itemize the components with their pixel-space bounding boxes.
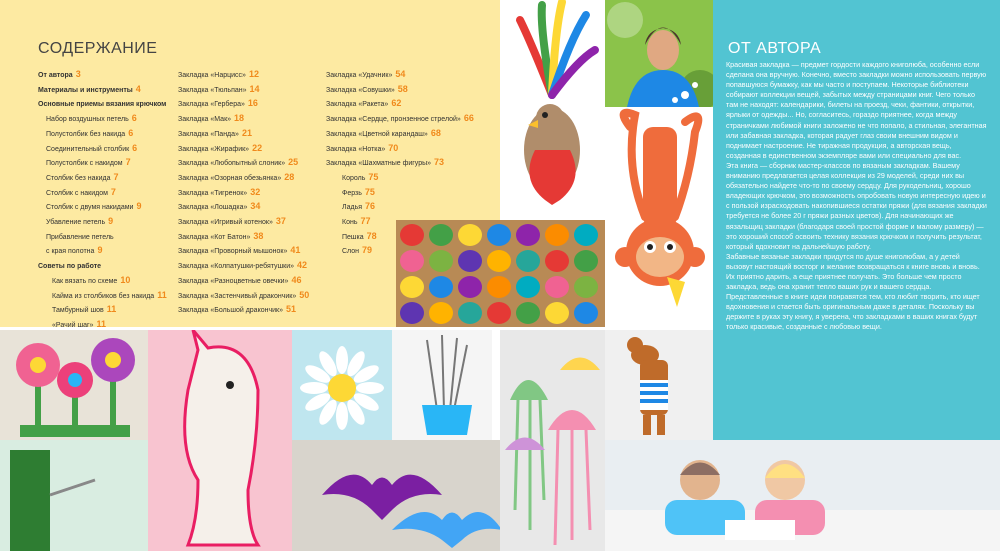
toc-entry-label: Столбик с накидом: [46, 189, 108, 197]
toc-entry[interactable]: [178, 112, 309, 127]
bat-bookmarks-photo: [292, 440, 500, 551]
toc-entry-label: Ладья: [342, 204, 363, 212]
toc-entry-label: Советы по работе: [38, 263, 102, 271]
author-portrait-photo: [605, 0, 713, 107]
toc-entry-label: «Рачий шаг»: [52, 321, 94, 329]
toc-entry-page: 25: [288, 157, 299, 168]
toc-entry[interactable]: [178, 215, 309, 230]
toc-entry-page: 3: [75, 69, 81, 79]
flower-bookmarks-photo: [0, 330, 148, 440]
toc-entry-page: 7: [110, 186, 116, 197]
toc-entry-page: 70: [388, 142, 399, 153]
toc-entry-page: 78: [366, 230, 377, 241]
toc-entry-page: 54: [395, 69, 406, 79]
toc-entry[interactable]: [326, 156, 474, 171]
toc-entry-label: Закладка «Мак»: [178, 116, 232, 124]
toc-entry[interactable]: [178, 200, 309, 215]
toc-entry-page: 38: [253, 230, 264, 241]
toc-entry-label: Прибавление петель: [46, 233, 114, 241]
toc-entry-label: Основные приемы вязания крючком: [38, 101, 167, 109]
toc-entry-label: Закладка «Нотка»: [326, 145, 386, 153]
toc-entry-label: Убавление петель: [46, 219, 106, 227]
toc-entry-page: 10: [120, 274, 131, 285]
toc-entry-page: 4: [135, 83, 141, 94]
mouse-bookmark-photo: [605, 330, 713, 440]
toc-entry[interactable]: [178, 186, 309, 201]
toc-entry-label: Пешка: [342, 233, 364, 241]
toc-entry-label: Закладка «Кот Батон»: [178, 233, 251, 241]
toc-entry-page: 7: [125, 157, 131, 168]
toc-entry[interactable]: [38, 230, 169, 245]
toc-entry[interactable]: [38, 83, 169, 98]
toc-entry-page: 7: [113, 171, 119, 182]
toc-entry-label: Закладка «Тюльпан»: [178, 86, 247, 94]
toc-entry-page: 37: [275, 216, 286, 227]
toc-entry-label: Ферзь: [342, 189, 362, 197]
children-reading-photo: [605, 440, 1000, 551]
toc-entry-page: 75: [368, 171, 379, 182]
toc-entry-page: 28: [284, 171, 295, 182]
toc-entry[interactable]: [326, 200, 474, 215]
about-text: [726, 60, 988, 333]
toc-entry-label: Закладка «Сердце, пронзенное стрелой»: [326, 116, 461, 124]
toc-entry-label: Соединительный столбик: [46, 145, 130, 153]
about-title: ОТ АВТОРА: [728, 40, 822, 57]
toc-entry-page: 11: [106, 304, 117, 315]
toc-entry-page: 76: [365, 201, 376, 212]
toc-entry[interactable]: [38, 112, 169, 127]
toc-column-1: [38, 68, 169, 333]
toc-entry[interactable]: [326, 142, 474, 157]
toc-entry-page: 68: [430, 127, 441, 138]
toc-entry-page: 22: [252, 142, 263, 153]
toc-entry[interactable]: [178, 230, 309, 245]
toc-entry[interactable]: [326, 112, 474, 127]
toc-entry[interactable]: [178, 156, 309, 171]
toc-entry[interactable]: [38, 244, 169, 259]
toc-entry-label: Тамбурный шов: [52, 307, 104, 315]
moomin-bookmark-photo: [148, 330, 292, 551]
toc-entry-label: Слон: [342, 248, 359, 256]
toc-entry-label: Закладка «Колпатушки-ребятушки»: [178, 263, 295, 271]
monkey-bookmark-photo: [605, 107, 713, 327]
toc-entry-label: Конь: [342, 219, 358, 227]
jellyfish-bookmarks-photo: [500, 330, 605, 551]
toc-entry-label: Закладка «Большой дракончик»: [178, 307, 283, 315]
toc-entry-page: 11: [157, 289, 167, 300]
toc-entry-label: Материалы и инструменты: [38, 86, 133, 94]
toc-entry-page: 9: [108, 216, 114, 227]
toc-entry[interactable]: [178, 83, 309, 98]
toc-entry[interactable]: [38, 97, 169, 112]
toc-entry[interactable]: [326, 171, 474, 186]
crochet-hooks-photo: [392, 330, 492, 440]
toc-entry[interactable]: [178, 171, 309, 186]
toc-entry-page: 77: [360, 216, 371, 227]
toc-entry-label: Закладка «Нарцисс»: [178, 72, 246, 79]
toc-entry[interactable]: [178, 289, 309, 304]
toc-entry-label: Закладка «Застенчивый дракончик»: [178, 292, 297, 300]
toc-entry-label: Каймa из столбиков без накида: [52, 292, 155, 300]
toc-entry[interactable]: [326, 127, 474, 142]
toc-entry[interactable]: [326, 186, 474, 201]
toc-entry-label: Закладка «Разноцветные овечки»: [178, 277, 289, 285]
toc-entry-label: Закладка «Ракета»: [326, 101, 389, 109]
toc-entry[interactable]: [38, 142, 169, 157]
toc-entry-label: Закладка «Озорная обезьянка»: [178, 174, 282, 182]
toc-entry-page: 9: [97, 245, 103, 256]
toc-entry-page: 79: [361, 245, 372, 256]
toc-entry[interactable]: [178, 303, 309, 318]
toc-entry-page: 75: [364, 186, 375, 197]
toc-entry[interactable]: [178, 244, 309, 259]
toc-entry[interactable]: [38, 274, 169, 289]
toc-entry-page: 6: [132, 142, 138, 153]
toc-entry-label: Полустолбик с накидом: [46, 160, 123, 168]
toc-entry-label: Набор воздушных петель: [46, 116, 129, 124]
toc-entry-page: 50: [299, 289, 310, 300]
toc-entry-label: Закладка «Тигренок»: [178, 189, 248, 197]
toc-entry[interactable]: [38, 156, 169, 171]
toc-entry-page: 21: [241, 127, 252, 138]
toc-entry-label: Закладка «Шахматные фигуры»: [326, 160, 432, 168]
toc-entry-page: 9: [136, 201, 142, 212]
toc-entry[interactable]: [38, 289, 169, 304]
toc-entry-page: 16: [247, 98, 258, 109]
toc-entry[interactable]: [326, 97, 474, 112]
toc-entry-label: Закладка «Совушки»: [326, 86, 395, 94]
toc-entry[interactable]: [38, 186, 169, 201]
toc-entry[interactable]: [326, 83, 474, 98]
toc-entry-page: 42: [297, 260, 308, 271]
toc-entry-page: 18: [234, 113, 245, 124]
toc-entry[interactable]: [178, 142, 309, 157]
toc-entry-label: Закладка «Удачник»: [326, 72, 393, 79]
toc-entry-page: 12: [248, 69, 259, 79]
about-paragraph: Эта книга — сборник мастер-классов по вязаным закладкам. Вашему вниманию предлагается целая коллекция из 29 моделей, среди них вы обязательно найдете что-то по своему сердцу. Для рукодельниц, хорошо владеющих крючком, это возможность опробовать новую интересную идею и с пользой израсходовать накопившиеся остатки пряжи (для вязания закладки требуется не более 20 г пряжи разных цветов). Для начинающих же вязальщиц закладки (благодаря своей простой форме и малому размеру) — это хороший способ освоить технику вязания крючком и получить результат, который вдохновит на дальнейшую работу.: [726, 160, 987, 251]
toc-entry[interactable]: [38, 171, 169, 186]
toc-entry-label: Закладка «Игривый котенок»: [178, 219, 273, 227]
about-paragraph: Красивая закладка — предмет гордости каждого книголюба, особенно если сделана она вручную. Конечно, вместо закладки можно использовать первую попавшуюся бумажку, как мы часто и поступаем. Некоторые библиотеки собирают коллекции вещей, забытых между страницами книг. Чего только там не находят: календарики, билеты на проезд, чеки, фантики, открытки, ярлыки от одежды... Но, согласитесь, гораздо приятнее, когда между страничками любимой книги заложено не что попало, а стильная, элегантная или забавная закладка, которая радует глаз своим внешним видом и поднимает настроение. Не тиражная продукция, а авторская вещь, созданная в единственном экземпляре вами или специально для вас.: [726, 60, 987, 160]
toc-entry-label: Закладка «Цветной карандаш»: [326, 130, 428, 138]
toc-entry[interactable]: [38, 259, 169, 274]
toc-entry-label: Как вязать по схеме: [52, 277, 118, 285]
toc-column-2: [178, 68, 309, 318]
about-paragraph: Забавные вязаные закладки придутся по душе книголюбам, а у детей вызовут настоящий восторг и желание возвращаться к книге вновь и вновь. Их приятно дарить, а еще приятнее получать. Это больше чем просто закладка, ведь она хранит тепло ваших рук и вашего сердца. Представленные в книге идеи понравятся тем, кто любит творить, кто ищет вдохновения и стается быть оригинальным даже в деталях. Поскольку вы держите в руках эту книгу, я уверена, что закладками в ваших книгах будут только красивые, созданные с любовью вещи.: [726, 251, 980, 332]
toc-entry-page: 58: [397, 83, 408, 94]
toc-entry[interactable]: [178, 68, 309, 83]
toc-entry-page: 11: [96, 318, 106, 329]
toc-entry[interactable]: [38, 303, 169, 318]
toc-entry[interactable]: [178, 259, 309, 274]
toc-entry-label: Закладка «Лошадка»: [178, 204, 248, 212]
toc-entry[interactable]: [326, 68, 474, 83]
toc-entry-page: 6: [128, 127, 134, 138]
toc-entry-page: 46: [291, 274, 302, 285]
toc-entry-label: Закладка «Гербера»: [178, 101, 245, 109]
toc-entry-label: Полустолбик без накида: [46, 130, 126, 138]
toc-entry-label: Столбик с двумя накидами: [46, 204, 134, 212]
toc-entry-page: 32: [250, 186, 261, 197]
toc-entry[interactable]: [178, 274, 309, 289]
toc-entry[interactable]: [178, 97, 309, 112]
toc-entry[interactable]: [38, 215, 169, 230]
toc-entry[interactable]: [38, 68, 169, 83]
toc-entry-label: Закладка «Любопытный слоник»: [178, 160, 286, 168]
toc-entry-label: Закладка «Проворный мышонок»: [178, 248, 288, 256]
yarn-box-photo: [396, 220, 605, 327]
toc-entry-label: с края полотна: [46, 248, 95, 256]
toc-entry-page: 14: [249, 83, 260, 94]
toc-entry-label: Закладка «Панда»: [178, 130, 239, 138]
toc-title: СОДЕРЖАНИЕ: [38, 40, 158, 57]
toc-entry[interactable]: [38, 127, 169, 142]
toc-entry[interactable]: [178, 127, 309, 142]
toc-entry-page: 73: [434, 157, 445, 168]
toc-entry-label: От автора: [38, 72, 73, 79]
toc-entry-page: 51: [285, 304, 296, 315]
toc-entry-page: 41: [290, 245, 301, 256]
rooster-bookmark-photo: [500, 0, 605, 220]
toc-entry-page: 62: [391, 98, 402, 109]
crochet-swatch-photo: [0, 440, 148, 551]
toc-entry-page: 6: [131, 113, 137, 124]
daisy-bookmark-photo: [292, 330, 392, 440]
toc-entry-page: 34: [250, 201, 261, 212]
toc-entry-label: Закладка «Жирафик»: [178, 145, 250, 153]
toc-entry-page: 66: [463, 113, 474, 124]
toc-entry-label: Король: [342, 174, 366, 182]
toc-entry[interactable]: [38, 200, 169, 215]
toc-entry-label: Столбик без накида: [46, 174, 111, 182]
